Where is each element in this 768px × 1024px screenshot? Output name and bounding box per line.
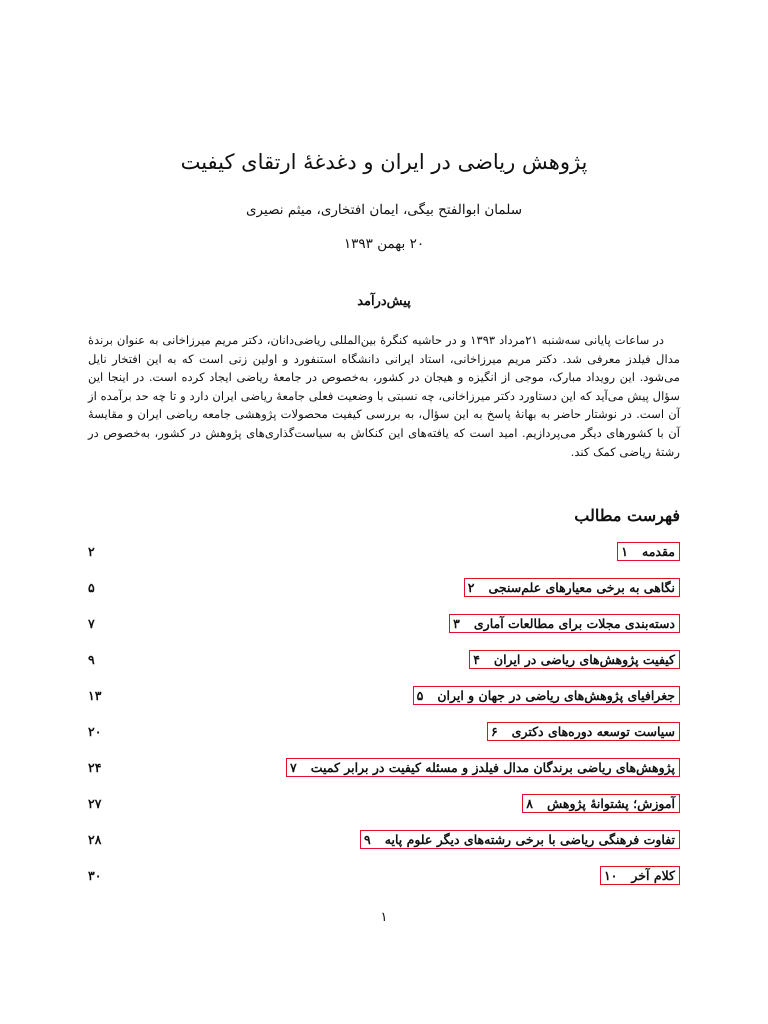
page-footer-number: ۱ [380,910,388,925]
toc-heading: فهرست مطالب [574,506,680,525]
toc-entry-link[interactable] [487,722,680,741]
toc-entry-number: ۹ [364,832,371,847]
toc-entry-link[interactable] [522,794,680,813]
toc-entry-link[interactable] [464,578,680,597]
toc-row[interactable] [88,828,680,856]
toc-page-number: ۳۰ [88,868,102,883]
toc-page-number: ۲۸ [88,832,102,847]
toc-entry-number: ۷ [289,760,297,775]
toc-entry-label: تفاوت فرهنگی ریاضی با برخی رشته‌های دیگر علوم پایه [384,832,675,847]
toc-entry-number: ۴ [473,652,480,667]
toc-entry-link[interactable] [600,866,680,885]
toc-row[interactable] [88,792,680,820]
toc-entry-label: جغرافیای پژوهش‌های ریاضی در جهان و ایران [437,688,675,703]
toc-row[interactable] [88,540,680,568]
toc-page-number: ۲۰ [88,724,102,739]
toc-entry-number: ۵ [416,688,424,703]
toc-entry-link[interactable] [413,686,680,705]
toc-row[interactable] [88,684,680,712]
toc-entry-link[interactable] [449,614,680,633]
toc-entry-label: کیفیت پژوهش‌های ریاضی در ایران [493,652,675,667]
document-title: پژوهش ریاضی در ایران و دغدغهٔ ارتقای کیفیت [180,150,588,174]
abstract-heading: پیش‌درآمد [357,294,411,309]
toc-page-number: ۲۷ [88,796,102,811]
toc-entry-link[interactable] [617,542,680,561]
toc-entry-label: مقدمه [642,544,675,559]
toc-page-number: ۷ [88,616,95,631]
author-list: سلمان ابوالفتح بیگی، ایمان افتخاری، میثم نصیری [245,202,523,218]
toc-entry-label: پژوهش‌های ریاضی برندگان مدال فیلدز و مسئله کیفیت در برابر کمیت [310,760,675,775]
toc-row[interactable] [88,720,680,748]
toc-row[interactable] [88,648,680,676]
toc-entry-label: دسته‌بندی مجلات برای مطالعات آماری [473,616,675,631]
toc-entry-link[interactable] [469,650,680,669]
abstract-text: در ساعات پایانی سه‌شنبه ۲۱مرداد ۱۳۹۳ و در حاشیه کنگرهٔ بین‌المللی ریاضی‌دانان، دکتر مریم میرزاخانی به عنوان برندهٔ مدال فیلدز معرفی شد. دکتر مریم میرزاخانی، استاد ایرانی دانشگاه استنفورد و اولین زنی است که به این افتخار نایل می‌شود. این رویداد مبارک، موجی از انگیزه و هیجان در کشور، به‌خصوص در جامعهٔ ریاضی ایجاد کرده است. در اینجا این سؤال پیش می‌آید که این دستاورد دکتر میرزاخانی، چه نسبتی با وضعیت فعلی جامعهٔ ریاضی ایران دارد و تا چه حد برآمده از آن است. در نوشتار حاضر به بهانهٔ پاسخ به این سؤال، به بررسی کیفیت محصولات پژوهشی جامعه ریاضی ایران و مقایسهٔ آن با کشورهای دیگر می‌پردازیم. امید است که یافته‌های این کنکاش به سیاست‌گذاری‌های پژوهش در کشور، به‌خصوص در رشتهٔ ریاضی کمک کند. [88,333,680,459]
document-date: ۲۰ بهمن ۱۳۹۳ [343,236,425,252]
toc-page-number: ۲ [88,544,95,559]
toc-entry-number: ۳ [453,616,460,631]
toc-page-number: ۹ [88,652,95,667]
toc-row[interactable] [88,864,680,892]
toc-entry-label: سیاست توسعه دوره‌های دکتری [511,724,675,739]
toc-page-number: ۱۳ [88,688,102,703]
toc-entry-label: کلام آخر [631,868,675,883]
toc-row[interactable] [88,756,680,784]
toc-entry-link[interactable] [360,830,680,849]
toc-entry-label: آموزش؛ پشتوانهٔ پژوهش [546,796,675,811]
toc-page-number: ۵ [88,580,95,595]
toc-entry-link[interactable] [286,758,680,777]
toc-entry-number: ۸ [526,796,533,811]
toc-entry-number: ۶ [490,724,498,739]
toc-page-number: ۲۴ [88,760,102,775]
toc-row[interactable] [88,576,680,604]
toc-entry-label: نگاهی به برخی معیارهای علم‌سنجی [488,580,675,595]
toc-row[interactable] [88,612,680,640]
toc-entry-number: ۱ [621,544,629,559]
toc-entry-number: ۲ [467,580,475,595]
toc-entry-number: ۱۰ [603,868,618,883]
